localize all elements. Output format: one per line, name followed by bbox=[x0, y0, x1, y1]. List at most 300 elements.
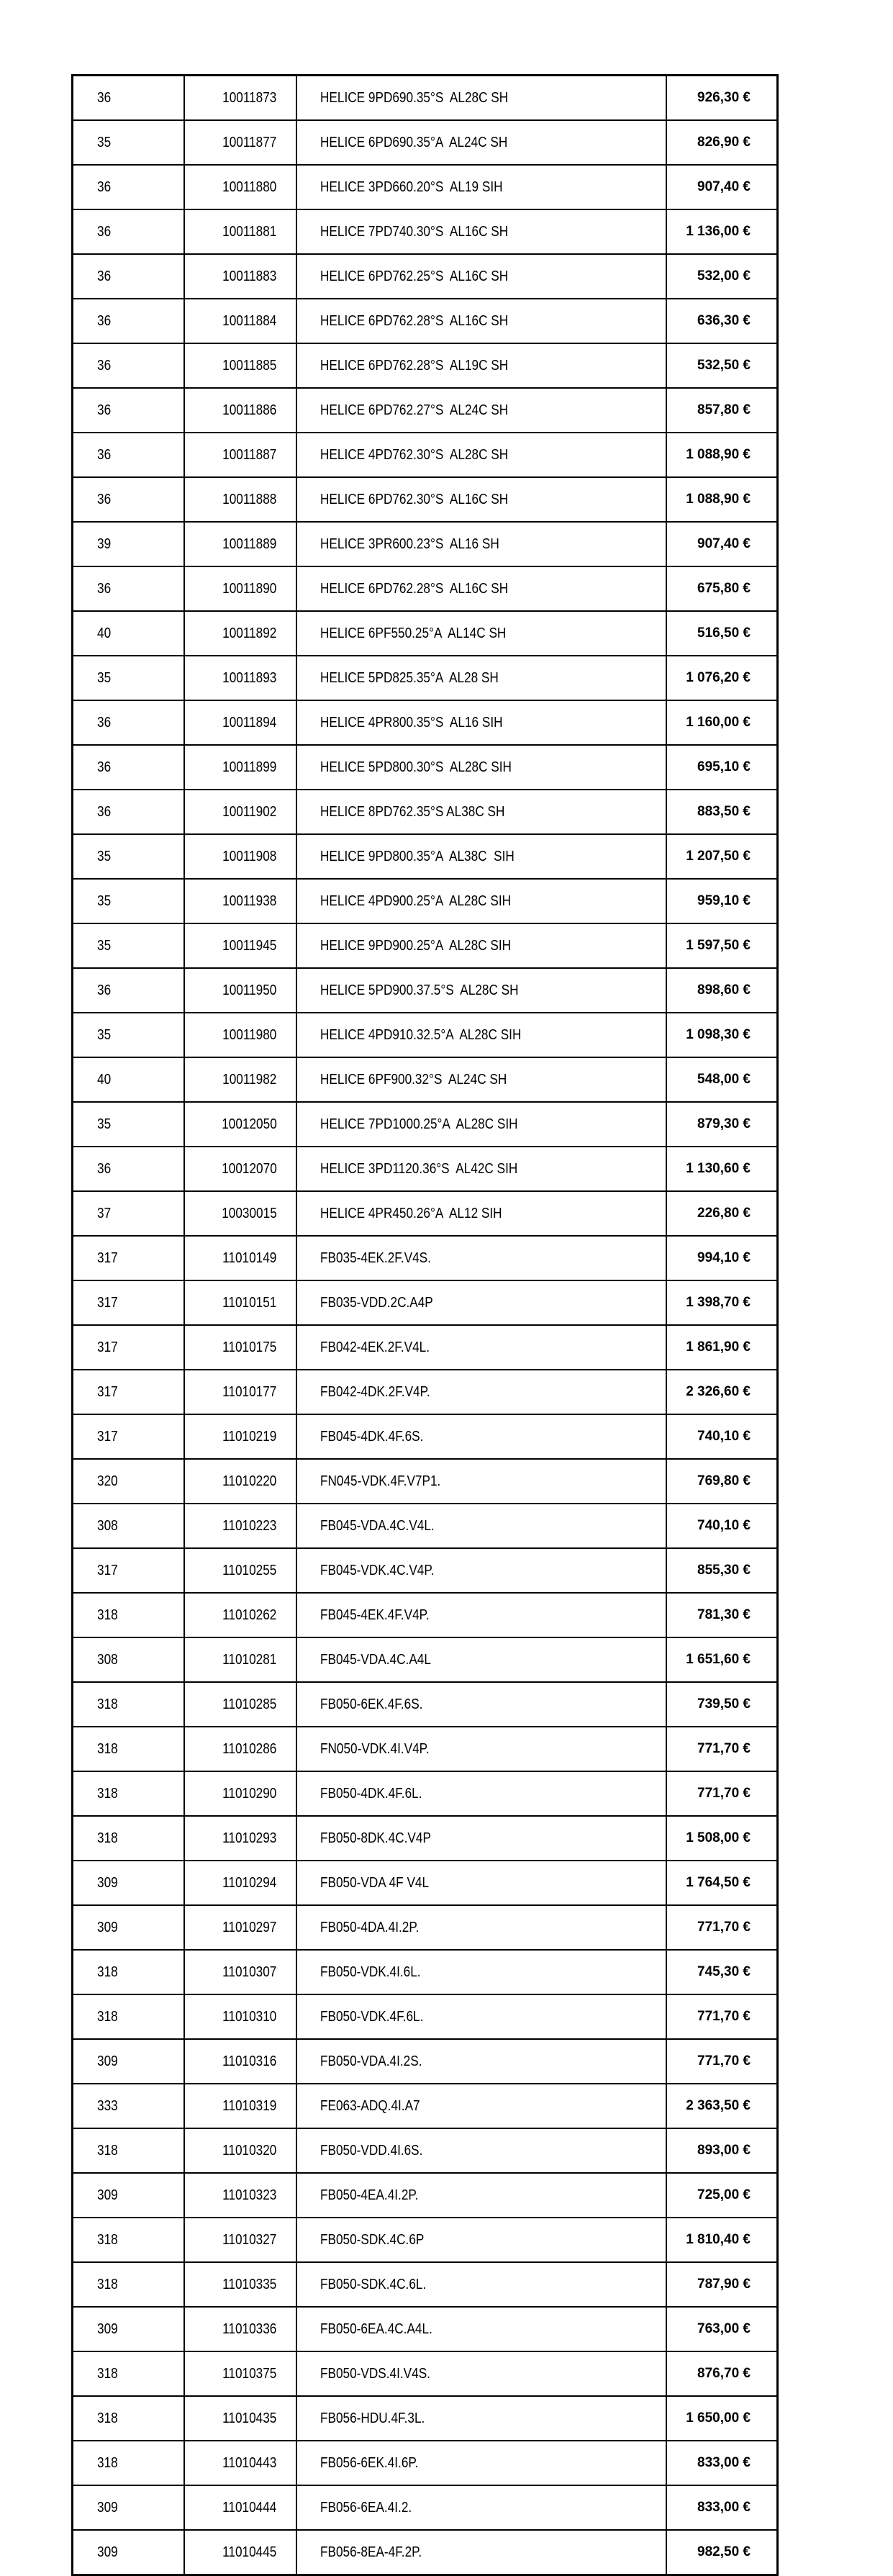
table-row bbox=[73, 1191, 778, 1236]
table-row bbox=[73, 1593, 778, 1637]
table-row bbox=[73, 2039, 778, 2084]
description-cell bbox=[296, 1548, 666, 1593]
table-row bbox=[73, 790, 778, 834]
page-number-text: 35 bbox=[96, 849, 111, 864]
page-number-cell bbox=[73, 165, 184, 209]
product-code-text: 11010310 bbox=[222, 2009, 277, 2025]
product-code-text: 10011890 bbox=[222, 581, 277, 597]
table-row bbox=[73, 477, 778, 522]
description-text: HELICE 5PD900.37.5°S AL28C SH bbox=[320, 982, 519, 998]
page-number-cell bbox=[73, 2039, 184, 2084]
price-cell bbox=[666, 2173, 778, 2218]
page-number-cell bbox=[73, 254, 184, 299]
page-number-cell bbox=[73, 1057, 184, 1102]
price-text: 959,10 € bbox=[697, 893, 751, 908]
page-number-text: 333 bbox=[96, 2098, 118, 2114]
product-code-cell bbox=[184, 1816, 296, 1861]
page-number-text: 318 bbox=[96, 1696, 118, 1712]
table-row bbox=[73, 2173, 778, 2218]
table-row bbox=[73, 566, 778, 611]
product-code-text: 10030015 bbox=[222, 1206, 278, 1221]
price-cell bbox=[666, 2084, 778, 2128]
price-cell bbox=[666, 1057, 778, 1102]
price-cell bbox=[666, 1950, 778, 1994]
page-number-cell bbox=[73, 1861, 184, 1905]
description-text: HELICE 5PD825.35°A AL28 SH bbox=[320, 670, 499, 686]
price-cell bbox=[666, 1727, 778, 1771]
product-code-text: 11010223 bbox=[222, 1518, 277, 1534]
price-text: 898,60 € bbox=[697, 982, 751, 998]
price-cell bbox=[666, 1236, 778, 1280]
page-number-cell bbox=[73, 790, 184, 834]
price-text: 725,00 € bbox=[697, 2187, 751, 2202]
price-cell bbox=[666, 1994, 778, 2039]
product-code-cell bbox=[184, 209, 296, 254]
price-cell bbox=[666, 522, 778, 566]
description-text: HELICE 3PR600.23°S AL16 SH bbox=[320, 536, 499, 552]
description-text: HELICE 6PD762.28°S AL16C SH bbox=[320, 313, 509, 329]
price-cell bbox=[666, 2039, 778, 2084]
page-number-text: 318 bbox=[96, 2410, 118, 2426]
price-cell bbox=[666, 1504, 778, 1548]
description-cell bbox=[296, 968, 666, 1013]
table-row bbox=[73, 700, 778, 745]
description-text: FB050-VDK.4I.6L. bbox=[320, 1964, 421, 1980]
page-number-text: 318 bbox=[96, 2277, 118, 2292]
page-number-text: 309 bbox=[96, 2187, 118, 2203]
product-code-text: 11010297 bbox=[222, 1920, 277, 1935]
page-number-cell bbox=[73, 923, 184, 968]
table-row bbox=[73, 1459, 778, 1504]
price-cell bbox=[666, 1861, 778, 1905]
table-row bbox=[73, 2351, 778, 2396]
table-row bbox=[73, 2218, 778, 2262]
description-cell bbox=[296, 1013, 666, 1057]
description-cell bbox=[296, 1905, 666, 1950]
page-number-text: 318 bbox=[96, 2455, 118, 2471]
price-text: 907,40 € bbox=[697, 179, 751, 194]
page-number-cell bbox=[73, 477, 184, 522]
product-code-cell bbox=[184, 611, 296, 656]
page-number-cell bbox=[73, 1147, 184, 1191]
price-text: 1 508,00 € bbox=[686, 1830, 751, 1845]
product-code-cell bbox=[184, 1325, 296, 1370]
description-cell bbox=[296, 1593, 666, 1637]
price-text: 636,30 € bbox=[697, 313, 751, 328]
product-code-cell bbox=[184, 254, 296, 299]
product-code-text: 10011889 bbox=[222, 536, 277, 552]
description-cell bbox=[296, 343, 666, 388]
product-code-text: 10011893 bbox=[222, 670, 277, 686]
description-cell bbox=[296, 1771, 666, 1816]
product-code-text: 10011881 bbox=[222, 224, 277, 240]
page-number-cell bbox=[73, 1504, 184, 1548]
page-number-text: 308 bbox=[96, 1518, 118, 1534]
product-code-cell bbox=[184, 968, 296, 1013]
page-number-text: 36 bbox=[96, 492, 111, 507]
page-number-cell bbox=[73, 1013, 184, 1057]
table-row bbox=[73, 1950, 778, 1994]
page-number-text: 318 bbox=[96, 1964, 118, 1980]
table-row bbox=[73, 1861, 778, 1905]
product-code-text: 11010293 bbox=[222, 1830, 277, 1846]
product-code-text: 10011892 bbox=[222, 625, 277, 641]
price-text: 771,70 € bbox=[697, 1920, 751, 1935]
description-cell bbox=[296, 1816, 666, 1861]
product-code-cell bbox=[184, 923, 296, 968]
product-code-cell bbox=[184, 1013, 296, 1057]
price-text: 771,70 € bbox=[697, 1741, 751, 1756]
price-text: 2 326,60 € bbox=[686, 1384, 751, 1399]
product-code-cell bbox=[184, 1727, 296, 1771]
table-row bbox=[73, 923, 778, 968]
description-cell bbox=[296, 299, 666, 343]
page-number-text: 317 bbox=[96, 1250, 118, 1266]
description-text: HELICE 7PD740.30°S AL16C SH bbox=[320, 224, 509, 240]
page-number-text: 320 bbox=[96, 1473, 118, 1489]
description-text: FB050-SDK.4C.6L. bbox=[320, 2277, 427, 2292]
price-cell bbox=[666, 566, 778, 611]
product-code-cell bbox=[184, 299, 296, 343]
product-code-cell bbox=[184, 834, 296, 879]
product-code-cell bbox=[184, 1682, 296, 1727]
page-number-cell bbox=[73, 700, 184, 745]
description-cell bbox=[296, 1057, 666, 1102]
description-cell bbox=[296, 1950, 666, 1994]
description-text: FB056-6EA.4I.2. bbox=[320, 2500, 412, 2516]
product-code-cell bbox=[184, 2307, 296, 2351]
description-cell bbox=[296, 2218, 666, 2262]
description-cell bbox=[296, 1504, 666, 1548]
description-cell bbox=[296, 165, 666, 209]
description-cell bbox=[296, 477, 666, 522]
page-number-text: 35 bbox=[96, 1116, 111, 1132]
product-code-cell bbox=[184, 1280, 296, 1325]
product-code-text: 11010336 bbox=[222, 2321, 277, 2337]
product-code-cell bbox=[184, 165, 296, 209]
product-code-text: 11010444 bbox=[222, 2500, 277, 2516]
page-number-text: 39 bbox=[96, 536, 111, 552]
product-code-text: 11010281 bbox=[222, 1652, 277, 1668]
product-code-text: 11010175 bbox=[222, 1339, 277, 1355]
price-text: 1 088,90 € bbox=[686, 447, 751, 462]
description-text: FB045-VDK.4C.V4P. bbox=[320, 1563, 435, 1578]
product-code-text: 11010177 bbox=[222, 1384, 277, 1400]
product-code-text: 10011883 bbox=[222, 268, 277, 284]
table-row bbox=[73, 2485, 778, 2530]
product-code-cell bbox=[184, 2396, 296, 2441]
page-number-text: 35 bbox=[96, 1027, 111, 1043]
description-text: FB050-SDK.4C.6P bbox=[320, 2232, 425, 2248]
table-row bbox=[73, 2396, 778, 2441]
price-text: 1 207,50 € bbox=[686, 849, 751, 864]
page-number-cell bbox=[73, 1191, 184, 1236]
page-number-cell bbox=[73, 879, 184, 923]
table-row bbox=[73, 1414, 778, 1459]
table-row bbox=[73, 1682, 778, 1727]
price-text: 532,50 € bbox=[697, 358, 751, 373]
product-code-text: 11010327 bbox=[222, 2232, 277, 2248]
page-number-text: 36 bbox=[96, 358, 111, 374]
description-text: FB050-6EA.4C.A4L. bbox=[320, 2321, 433, 2337]
description-text: HELICE 3PD1120.36°S AL42C SIH bbox=[320, 1161, 518, 1177]
page-number-text: 317 bbox=[96, 1563, 118, 1578]
page-number-cell bbox=[73, 120, 184, 165]
page-number-cell bbox=[73, 1816, 184, 1861]
price-cell bbox=[666, 1102, 778, 1147]
price-cell bbox=[666, 1013, 778, 1057]
price-text: 1 398,70 € bbox=[686, 1295, 751, 1310]
description-text: FB050-4DA.4I.2P. bbox=[320, 1920, 420, 1935]
description-cell bbox=[296, 611, 666, 656]
page-number-text: 36 bbox=[96, 313, 111, 329]
price-text: 879,30 € bbox=[697, 1116, 751, 1131]
price-text: 907,40 € bbox=[697, 536, 751, 551]
page-number-cell bbox=[73, 1905, 184, 1950]
table-row bbox=[73, 1504, 778, 1548]
product-code-cell bbox=[184, 1504, 296, 1548]
price-text: 740,10 € bbox=[697, 1429, 751, 1444]
description-text: FB050-VDA 4F V4L bbox=[320, 1875, 430, 1891]
description-text: FN050-VDK.4I.V4P. bbox=[320, 1741, 430, 1757]
table-row bbox=[73, 2262, 778, 2307]
description-text: FB050-VDA.4I.2S. bbox=[320, 2053, 422, 2069]
product-code-cell bbox=[184, 1057, 296, 1102]
product-code-text: 11010323 bbox=[222, 2187, 277, 2203]
page-number-text: 36 bbox=[96, 581, 111, 597]
description-cell bbox=[296, 76, 666, 121]
description-text: HELICE 9PD800.35°A AL38C SIH bbox=[320, 849, 515, 864]
product-code-text: 11010294 bbox=[222, 1875, 277, 1891]
price-cell bbox=[666, 968, 778, 1013]
product-code-cell bbox=[184, 1593, 296, 1637]
page-number-text: 318 bbox=[96, 1741, 118, 1757]
description-text: HELICE 6PD690.35°A AL24C SH bbox=[320, 135, 508, 150]
table-row bbox=[73, 1147, 778, 1191]
price-cell bbox=[666, 120, 778, 165]
description-cell bbox=[296, 2262, 666, 2307]
price-text: 516,50 € bbox=[697, 625, 751, 641]
product-code-text: 11010316 bbox=[222, 2053, 277, 2069]
price-cell bbox=[666, 2351, 778, 2396]
page-number-cell bbox=[73, 1236, 184, 1280]
description-cell bbox=[296, 879, 666, 923]
price-cell bbox=[666, 388, 778, 433]
description-cell bbox=[296, 2441, 666, 2485]
page-number-text: 309 bbox=[96, 2544, 118, 2560]
table-row bbox=[73, 745, 778, 790]
page-number-cell bbox=[73, 388, 184, 433]
product-code-text: 11010375 bbox=[222, 2366, 277, 2382]
description-cell bbox=[296, 834, 666, 879]
product-code-text: 11010262 bbox=[222, 1607, 277, 1623]
table-row bbox=[73, 1057, 778, 1102]
page-number-cell bbox=[73, 2530, 184, 2575]
product-code-cell bbox=[184, 1147, 296, 1191]
page-number-cell bbox=[73, 2084, 184, 2128]
page-number-text: 36 bbox=[96, 715, 111, 731]
table-row bbox=[73, 1905, 778, 1950]
page-number-cell bbox=[73, 76, 184, 121]
page-number-text: 318 bbox=[96, 2143, 118, 2159]
page-number-cell bbox=[73, 745, 184, 790]
description-cell bbox=[296, 1994, 666, 2039]
product-code-cell bbox=[184, 2173, 296, 2218]
table-row bbox=[73, 834, 778, 879]
table-row bbox=[73, 1102, 778, 1147]
price-text: 769,80 € bbox=[697, 1473, 751, 1488]
description-text: FB050-8DK.4C.V4P bbox=[320, 1830, 432, 1846]
description-cell bbox=[296, 790, 666, 834]
product-code-cell bbox=[184, 2039, 296, 2084]
product-code-cell bbox=[184, 1548, 296, 1593]
price-cell bbox=[666, 2128, 778, 2173]
description-text: HELICE 6PD762.27°S AL24C SH bbox=[320, 402, 509, 418]
product-code-cell bbox=[184, 2441, 296, 2485]
table-row bbox=[73, 1548, 778, 1593]
page-number-text: 36 bbox=[96, 804, 111, 820]
price-table bbox=[71, 74, 779, 2576]
description-text: HELICE 9PD690.35°S AL28C SH bbox=[320, 90, 509, 106]
table-row bbox=[73, 120, 778, 165]
description-cell bbox=[296, 2039, 666, 2084]
product-code-cell bbox=[184, 76, 296, 121]
product-code-text: 10011887 bbox=[222, 447, 277, 463]
price-cell bbox=[666, 1905, 778, 1950]
description-text: FN045-VDK.4F.V7P1. bbox=[320, 1473, 441, 1489]
page-number-text: 35 bbox=[96, 135, 111, 150]
page-number-cell bbox=[73, 2262, 184, 2307]
description-text: HELICE 6PF900.32°S AL24C SH bbox=[320, 1072, 507, 1088]
page-number-cell bbox=[73, 433, 184, 477]
product-code-cell bbox=[184, 879, 296, 923]
table-row bbox=[73, 209, 778, 254]
page-number-text: 318 bbox=[96, 1830, 118, 1846]
page-number-text: 317 bbox=[96, 1384, 118, 1400]
description-cell bbox=[296, 1280, 666, 1325]
price-text: 893,00 € bbox=[697, 2143, 751, 2158]
product-code-text: 11010435 bbox=[222, 2410, 277, 2426]
page-number-text: 309 bbox=[96, 1920, 118, 1935]
table-row bbox=[73, 1637, 778, 1682]
product-code-cell bbox=[184, 2351, 296, 2396]
description-cell bbox=[296, 2485, 666, 2530]
page-number-cell bbox=[73, 1593, 184, 1637]
page-number-text: 309 bbox=[96, 2053, 118, 2069]
page-number-cell bbox=[73, 2218, 184, 2262]
page-number-text: 318 bbox=[96, 2366, 118, 2382]
table-row bbox=[73, 299, 778, 343]
price-cell bbox=[666, 2530, 778, 2575]
price-cell bbox=[666, 1682, 778, 1727]
table-row bbox=[73, 1013, 778, 1057]
product-code-cell bbox=[184, 388, 296, 433]
description-cell bbox=[296, 1102, 666, 1147]
description-cell bbox=[296, 2084, 666, 2128]
product-code-cell bbox=[184, 2218, 296, 2262]
page-number-text: 317 bbox=[96, 1295, 118, 1311]
price-text: 857,80 € bbox=[697, 402, 751, 417]
page-number-text: 37 bbox=[96, 1206, 111, 1221]
description-cell bbox=[296, 1682, 666, 1727]
description-text: FB050-VDS.4I.V4S. bbox=[320, 2366, 431, 2382]
product-code-text: 11010286 bbox=[222, 1741, 277, 1757]
table-row bbox=[73, 1771, 778, 1816]
price-table-body bbox=[73, 76, 778, 2575]
description-text: FB050-VDD.4I.6S. bbox=[320, 2143, 423, 2159]
description-cell bbox=[296, 2396, 666, 2441]
product-code-cell bbox=[184, 656, 296, 700]
page-number-cell bbox=[73, 1727, 184, 1771]
price-cell bbox=[666, 1325, 778, 1370]
page-number-cell bbox=[73, 2128, 184, 2173]
price-cell bbox=[666, 2441, 778, 2485]
price-cell bbox=[666, 1593, 778, 1637]
price-text: 771,70 € bbox=[697, 1786, 751, 1801]
product-code-text: 10011902 bbox=[222, 804, 277, 820]
page-number-text: 35 bbox=[96, 893, 111, 909]
table-row bbox=[73, 611, 778, 656]
price-cell bbox=[666, 1548, 778, 1593]
product-code-text: 11010335 bbox=[222, 2277, 277, 2292]
price-text: 771,70 € bbox=[697, 2009, 751, 2024]
product-code-cell bbox=[184, 2530, 296, 2575]
product-code-cell bbox=[184, 1950, 296, 1994]
price-text: 1 597,50 € bbox=[686, 938, 751, 953]
product-code-text: 11010307 bbox=[222, 1964, 277, 1980]
description-text: FB042-4DK.2F.V4P. bbox=[320, 1384, 430, 1400]
page-number-cell bbox=[73, 2485, 184, 2530]
description-text: FB050-4DK.4F.6L. bbox=[320, 1786, 422, 1802]
page-number-text: 36 bbox=[96, 224, 111, 240]
page-number-cell bbox=[73, 1325, 184, 1370]
table-row bbox=[73, 2084, 778, 2128]
description-cell bbox=[296, 656, 666, 700]
page-number-cell bbox=[73, 1548, 184, 1593]
description-cell bbox=[296, 1637, 666, 1682]
table-row bbox=[73, 968, 778, 1013]
description-text: HELICE 6PD762.28°S AL19C SH bbox=[320, 358, 509, 374]
page-number-text: 36 bbox=[96, 1161, 111, 1177]
table-row bbox=[73, 2307, 778, 2351]
price-text: 855,30 € bbox=[697, 1563, 751, 1578]
page-number-text: 317 bbox=[96, 1339, 118, 1355]
product-code-cell bbox=[184, 790, 296, 834]
table-row bbox=[73, 165, 778, 209]
price-cell bbox=[666, 611, 778, 656]
page-number-text: 317 bbox=[96, 1429, 118, 1445]
page-number-cell bbox=[73, 2307, 184, 2351]
page-number-cell bbox=[73, 2173, 184, 2218]
price-text: 1 160,00 € bbox=[686, 715, 751, 730]
product-code-cell bbox=[184, 1191, 296, 1236]
price-cell bbox=[666, 1637, 778, 1682]
description-text: FE063-ADQ.4I.A7 bbox=[320, 2098, 420, 2114]
product-code-cell bbox=[184, 1236, 296, 1280]
page-number-cell bbox=[73, 1102, 184, 1147]
price-cell bbox=[666, 1459, 778, 1504]
description-text: HELICE 9PD900.25°A AL28C SIH bbox=[320, 938, 512, 954]
description-text: HELICE 6PD762.28°S AL16C SH bbox=[320, 581, 509, 597]
page-number-cell bbox=[73, 1994, 184, 2039]
description-cell bbox=[296, 1191, 666, 1236]
page-number-text: 318 bbox=[96, 2232, 118, 2248]
description-cell bbox=[296, 1861, 666, 1905]
page-number-text: 35 bbox=[96, 670, 111, 686]
table-row bbox=[73, 254, 778, 299]
table-row bbox=[73, 2441, 778, 2485]
product-code-cell bbox=[184, 1771, 296, 1816]
